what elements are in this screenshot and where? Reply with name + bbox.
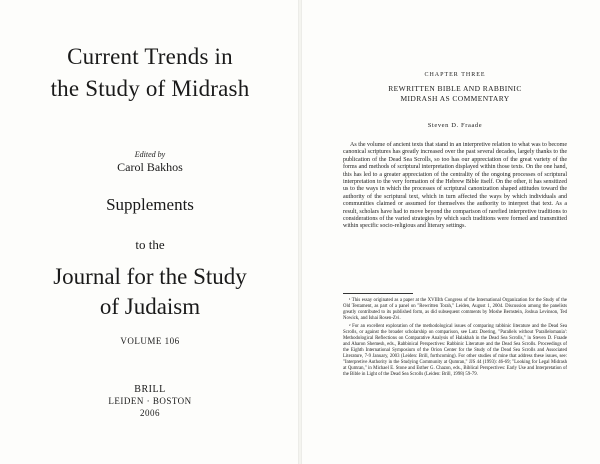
volume-number: VOLUME 106 <box>120 336 180 346</box>
series-line-4: of Judaism <box>99 294 201 319</box>
footnote-divider <box>343 293 413 294</box>
body-paragraph: As the volume of ancient texts that stand in an interpretive relation to what was to become canonical scriptures has greatly increased over the past several decades, largely thanks to the publication of the Dead Sea Scrolls, so too has our appreciation of the great variety of the forms and methods of scriptural interpretation displayed within those texts. On the one hand, this has led to a greater appreciation of the centrality of the ongoing processes of scriptural interpretation to the very formation of the Hebrew Bible itself. On the other, it has sensitized us to the ways in which the processes of scriptural canonization shaped attitudes toward the authority of the scriptural text, which in turn affected the ways by which individuals and communities claimed or assumed for themselves the authority to interpret that text. As a result, scholars have had to move beyond the comparison of rarefied interpretive traditions to considerations of the varied strategies by which such traditions were formed and transmitted within specific socio-religious and literary settings. <box>343 142 567 230</box>
footnote-1: ¹ This essay originated as a paper at the XVIIIth Congress of the International Organization for the Study of the Old Testament, as part of a panel on "Rewritten Torah," Leiden, August 1, 2004. Discussion among the panelists greatly contributed to its published form, as did subsequent comments by Moshe Bernstein, Joshua Levinson, Ted Nowick, and Ishai Rosen-Zvi. <box>343 298 567 321</box>
publisher-place: LEIDEN · BOSTON <box>108 396 192 406</box>
series-line-3: Journal for the Study <box>53 264 247 289</box>
publisher-name: BRILL <box>134 384 166 395</box>
book-title-line-1: Current Trends in <box>67 44 233 69</box>
footnote-2: ² For an excellent exploration of the methodological issues of comparing rabbinic literature and the Dead Sea Scrolls, or against the broader scholarship on comparison, see Lutz Doering, "Parallels without 'Parallelomania': Methodological Reflections on Comparative Analysis of Halakhah in the Dead Sea Scrolls," in Steven D. Fraade and Aharon Shemesh, eds., Rabbinical Perspectives: Rabbinic Literature and the Dead Sea Scrolls. Proceedings of the Eighth International Symposium of the Orion Center for the Study of the Dead Sea Scrolls and Associated Literature, 7-9 January, 2003 (Leiden: Brill, forthcoming). For other studies of mine that address these issues, see: "Interpretive Authority in the Studying Community at Qumran," JJS 44 (1993): 46-69; "Looking for Legal Midrash at Qumran," in Michael E. Stone and Esther G. Chazon, eds., Biblical Perspectives: Early Use and Interpretation of the Bible in Light of the Dead Sea Scrolls (Leiden: Brill, 1998) 59-79. <box>343 323 567 377</box>
publication-year: 2006 <box>140 408 160 418</box>
footnotes <box>343 298 567 379</box>
chapter-label: CHAPTER THREE <box>424 72 486 78</box>
book-title-line-2: the Study of Midrash <box>50 76 250 101</box>
chapter-author: Steven D. Fraade <box>427 122 483 129</box>
series-line-2: to the <box>135 237 165 252</box>
edited-by-label: Edited by <box>134 150 166 159</box>
chapter-body <box>343 142 567 231</box>
chapter-title-line-1: REWRITTEN BIBLE AND RABBINIC <box>388 84 522 93</box>
chapter-title-line-2: MIDRASH AS COMMENTARY <box>400 94 510 103</box>
editor-name: Carol Bakhos <box>117 160 183 174</box>
chapter-page <box>300 0 600 464</box>
series-line-1: Supplements <box>106 195 194 214</box>
